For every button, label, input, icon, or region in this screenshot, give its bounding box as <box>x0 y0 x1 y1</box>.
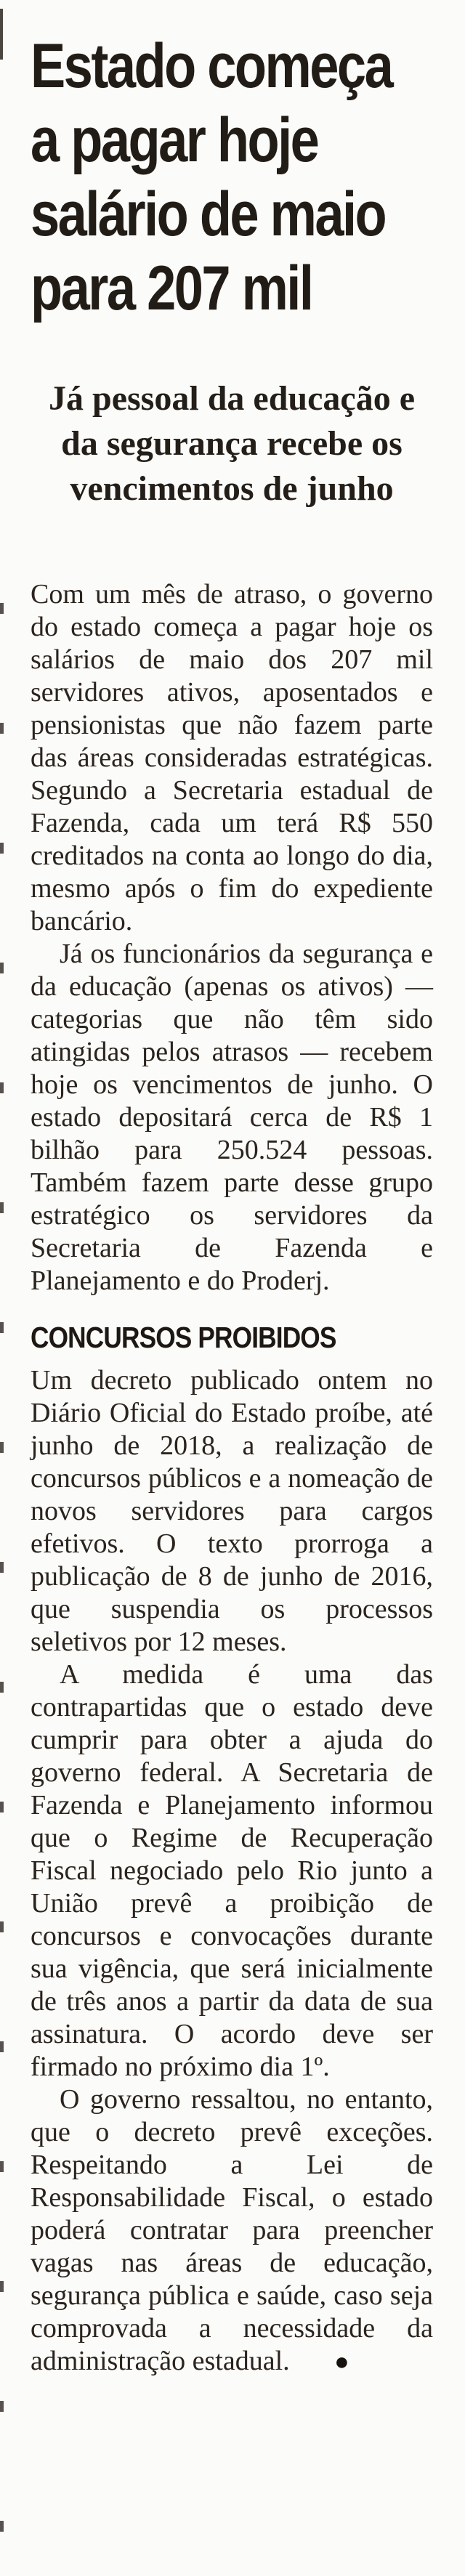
body-paragraph: Já os funcionários da segurança e da educação (apenas os ativos) — categorias que não têm sido atingidas pelos atrasos — recebem hoje os vencimentos de junho. O estado depositará cerca de R$ 1 bilhão para 250.524 pessoas. Também fazem parte desse grupo estratégico os servidores da Secretaria de Fazenda e Planejamento e do Proderj. <box>31 939 433 1296</box>
scan-edge-artifacts <box>0 603 4 2564</box>
subheadline-line: da segurança recebe os <box>61 424 403 463</box>
body-paragraph: Com um mês de atraso, o governo do estado começa a pagar hoje os salários de maio dos 207 mil servidores ativos, aposentados e pensionistas que não fazem parte das áreas consideradas estratégicas. Segundo a Secretaria estadual de Fazenda, cada um terá R$ 550 creditados na conta ao longo do dia, mesmo após o fim do expediente bancário. <box>31 579 433 936</box>
headline-line: para 207 mil <box>31 254 312 323</box>
headline <box>31 29 433 325</box>
subheadline-line: vencimentos de junho <box>70 469 394 508</box>
body-paragraph: A medida é uma das contrapartidas que o estado deve cumprir para obter a ajuda do governo federal. A Secretaria de Fazenda e Planejamento informou que o Regime de Recuperação Fiscal negociado pelo Rio junto a União prevê a proibição de concursos e convocações durante sua vigência, que será inicialmente de três anos a partir da data de sua assinatura. O acordo deve ser firmado no próximo dia 1º. <box>31 1659 433 2082</box>
headline-line: a pagar hoje <box>31 105 318 175</box>
scan-edge-artifact <box>0 9 3 60</box>
body-paragraph: Um decreto publicado ontem no Diário Oficial do Estado proíbe, até junho de 2018, a realização de concursos públicos e a nomeação de novos servidores para cargos efetivos. O texto prorroga a publicação de 8 de junho de 2016, que suspendia os processos seletivos por 12 meses. <box>31 1365 433 1657</box>
subheadline <box>31 376 433 511</box>
article-body <box>31 578 433 2378</box>
news-article <box>31 29 433 2378</box>
article-end-bullet-icon: ● <box>334 2349 349 2375</box>
body-paragraph-text: O governo ressaltou, no entanto, que o decreto prevê exceções. Respeitando a Lei de Responsabilidade Fiscal, o estado poderá contratar para preencher vagas nas áreas de educação, segurança pública e saúde, caso seja comprovada a necessidade da administração estadual. <box>31 2084 433 2376</box>
section-header: CONCURSOS PROIBIDOS <box>31 1321 336 1354</box>
body-paragraph <box>31 2083 433 2378</box>
headline-line: Estado começa <box>31 31 392 101</box>
subheadline-line: Já pessoal da educação e <box>49 379 415 418</box>
headline-line: salário de maio <box>31 179 386 249</box>
